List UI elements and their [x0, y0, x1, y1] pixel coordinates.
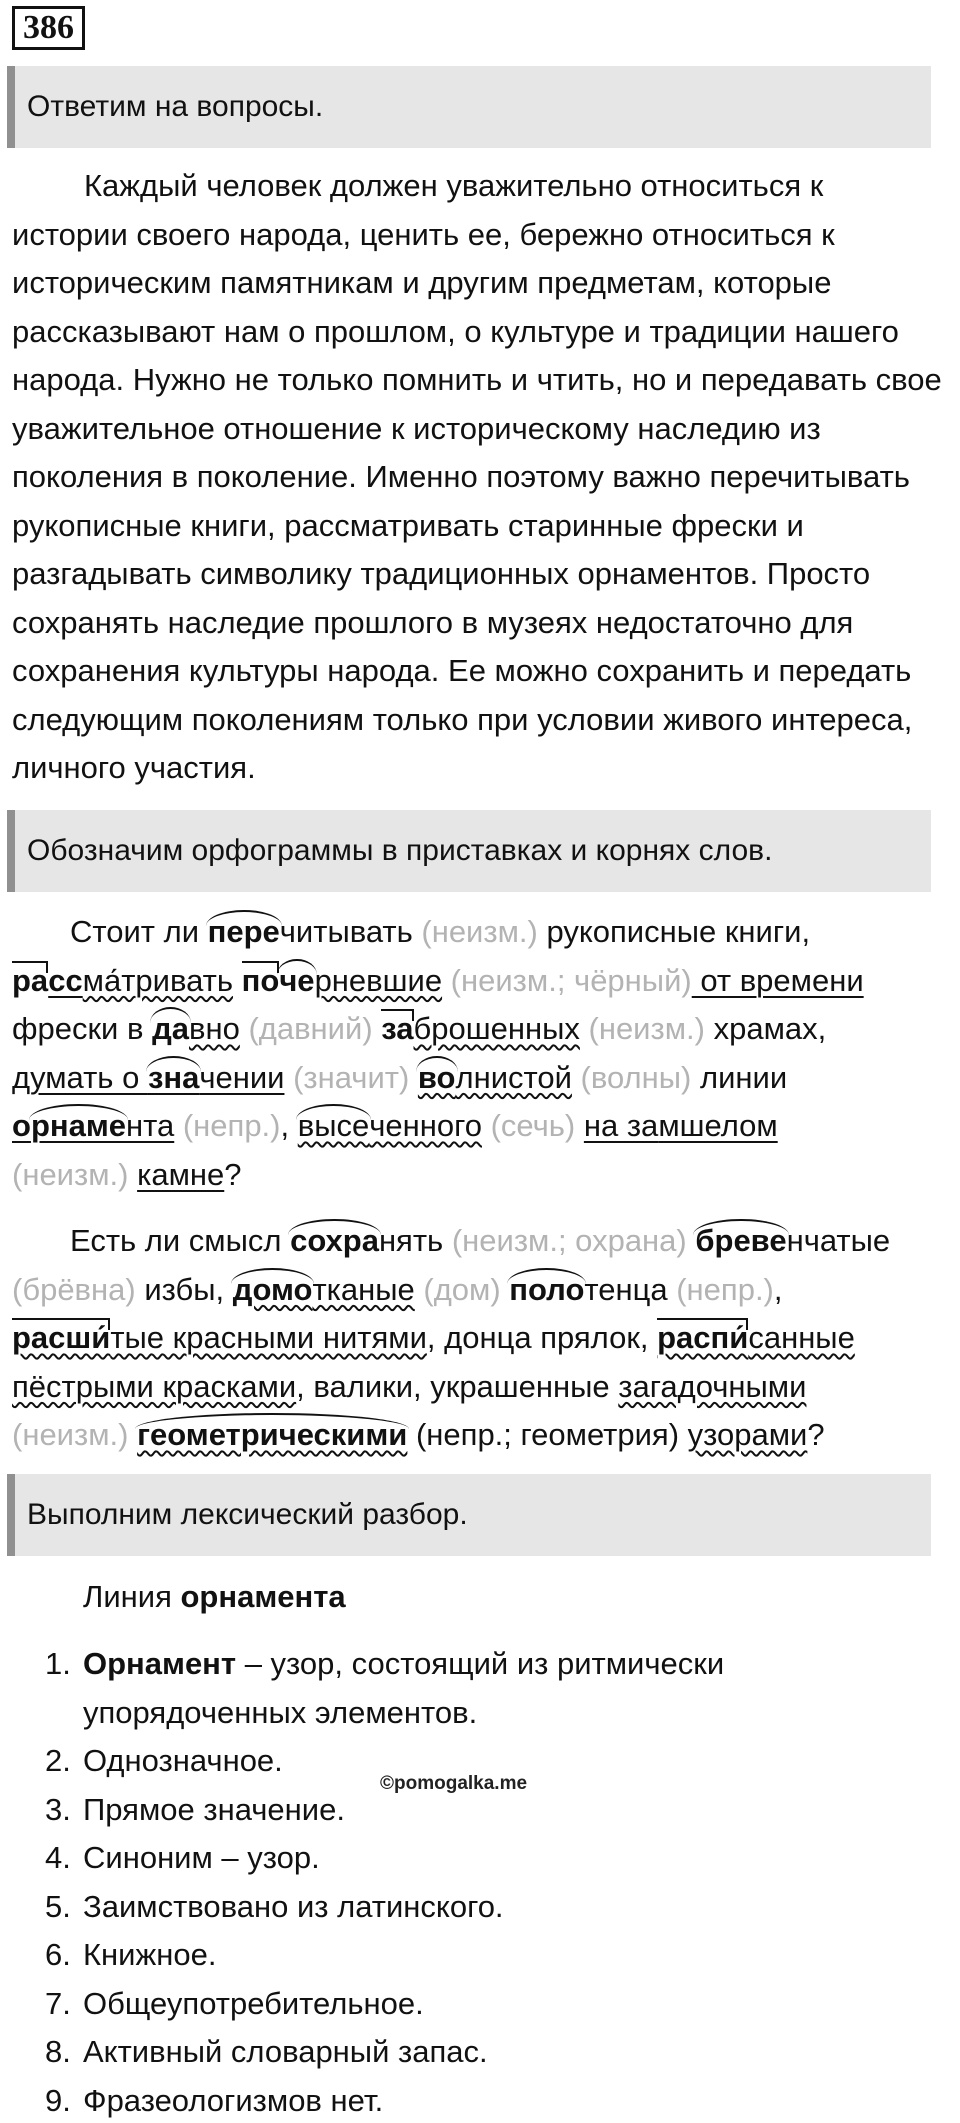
item-number: 8.	[45, 2034, 71, 2069]
orthogram-root: рнаме	[31, 1102, 126, 1151]
orthogram-root: зна	[148, 1054, 199, 1103]
item-number: 2.	[45, 1743, 71, 1778]
watermark: ©pomogalka.me	[380, 1773, 528, 1794]
note: (неизм.; охрана)	[443, 1223, 696, 1258]
word: тенца	[584, 1271, 668, 1307]
word: пёстрыми красками	[12, 1368, 297, 1404]
note: (значит)	[284, 1059, 418, 1095]
lexical-title	[83, 1573, 346, 1621]
example1-line6	[12, 1151, 947, 1200]
definition: – узор, состоящий из ритмически	[236, 1646, 725, 1681]
space	[233, 963, 242, 998]
item-number: 9.	[45, 2082, 71, 2118]
word: на за	[583, 1108, 659, 1143]
word: ма́тривать	[82, 962, 234, 998]
note: (неизм.; чёрный)	[442, 962, 692, 998]
item-text	[83, 1640, 724, 1737]
note: (неизм.)	[12, 1417, 129, 1452]
space	[128, 1417, 137, 1452]
note: (неизм.)	[579, 1011, 705, 1046]
example1-line3	[12, 1005, 947, 1054]
example2-line1	[12, 1217, 947, 1266]
orthogram-root: поло	[509, 1266, 584, 1315]
item-number: 6.	[45, 1937, 71, 1972]
exercise-number: 386	[12, 6, 85, 50]
note: (неизм.)	[12, 1156, 129, 1192]
orthogram-root: домо	[233, 1266, 313, 1315]
title-prefix: Линия	[83, 1579, 181, 1614]
word: нчатые	[786, 1223, 891, 1258]
word: лнистой	[455, 1059, 572, 1095]
orthogram-prefix: по	[242, 957, 280, 1006]
list-item	[45, 1931, 925, 1980]
item-text: Заимствовано из латинского.	[83, 1888, 504, 1924]
example1-line5	[12, 1102, 947, 1151]
orthogram-prefix: расши́	[12, 1314, 110, 1363]
note: (давний)	[239, 1011, 382, 1046]
item-text: Активный словарный запас.	[83, 2034, 488, 2069]
word: нта	[126, 1108, 175, 1143]
section-header-lexical: Выполним лексический разбор.	[7, 1474, 931, 1556]
word: тканые	[312, 1271, 415, 1307]
example2-line3	[12, 1314, 947, 1363]
text: (непр.; геометрия)	[407, 1417, 688, 1452]
title-word: орнамента	[180, 1579, 346, 1614]
text: ,	[773, 1271, 783, 1307]
section-header-answers: Ответим на вопросы.	[7, 66, 931, 148]
list-item	[45, 2077, 925, 2123]
item-number: 7.	[45, 1985, 71, 2021]
example2-line2	[12, 1266, 947, 1315]
word: узорами	[687, 1417, 808, 1452]
answer-paragraph	[12, 162, 947, 793]
word: загадочными	[618, 1368, 807, 1404]
word: санные	[748, 1320, 855, 1355]
note: (непр.)	[174, 1108, 281, 1143]
word: чении	[199, 1059, 285, 1095]
note: (волны)	[571, 1059, 692, 1095]
orthogram-letters: о	[12, 1108, 31, 1143]
item-number: 4.	[45, 1840, 71, 1875]
list-item	[45, 1883, 925, 1932]
example1-line2	[12, 957, 947, 1006]
text: храмах,	[704, 1011, 827, 1046]
text: Стоит ли	[70, 914, 208, 949]
text: читывать	[279, 914, 422, 949]
word: от времени	[691, 962, 864, 998]
text: линии	[691, 1059, 788, 1095]
orthogram-root: бреве	[695, 1217, 786, 1266]
note: (сечь)	[481, 1108, 584, 1143]
note: (брёвна)	[12, 1271, 136, 1307]
orthogram-root: геометрическими	[137, 1411, 407, 1460]
word: рневшие	[314, 962, 443, 998]
item-text: Прямое значение.	[83, 1791, 345, 1827]
text: , донца прялок,	[426, 1320, 658, 1355]
word: мшелом	[658, 1108, 778, 1143]
example-sentence-1	[12, 908, 947, 1199]
lexical-list	[45, 1640, 925, 2123]
example1-line1	[12, 908, 947, 957]
example1-line4	[12, 1054, 947, 1103]
list-item	[45, 1640, 925, 1737]
orthogram-letters: сс	[48, 962, 83, 998]
text: думать о	[12, 1059, 148, 1095]
text: фрески в	[12, 1011, 153, 1046]
item-text: Однозначное.	[83, 1743, 283, 1778]
note: (непр.)	[667, 1271, 774, 1307]
orthogram-root: во	[418, 1054, 456, 1103]
orthogram-prefix: ра	[12, 957, 48, 1006]
item-number: 5.	[45, 1888, 71, 1924]
word: вно	[188, 1011, 240, 1046]
text: ?	[807, 1417, 825, 1452]
item-number: 3.	[45, 1791, 71, 1827]
answer-text: Каждый человек должен уважительно относиться к истории своего народа, ценить ее, бережно относиться к историческим памятникам и другим предметам, которые рассказывают нам о прошлом, о культуре и традиции нашего народа. Нужно не только помнить и чтить, но и передавать свое уважительное отношение к историческому наследию из поколения в поколение. Именно поэтому важно перечитывать рукописные книги, рассматривать старинные фрески и разгадывать символику традиционных орнаментов. Просто сохранять наследие прошлого в музеях недостаточно для сохранения культуры народа. Ее можно сохранить и передать следующим поколениям только при условии живого интереса, личного участия.	[12, 168, 942, 785]
list-item	[45, 1980, 925, 2029]
item-text: Фразеологизмов нет.	[83, 2082, 384, 2118]
example2-line5	[12, 1411, 947, 1460]
word: брошенных	[413, 1011, 580, 1046]
space	[128, 1157, 137, 1192]
example-sentence-2	[12, 1217, 947, 1460]
text: , валики, украшенные	[296, 1368, 619, 1404]
word: нять	[378, 1223, 444, 1258]
example2-line4	[12, 1363, 947, 1412]
word: тые красными нитями	[110, 1320, 427, 1355]
orthogram-root: высе	[298, 1102, 370, 1151]
note: (неизм.)	[421, 914, 538, 949]
word: ченного	[369, 1108, 482, 1143]
term: Орнамент	[83, 1646, 237, 1681]
list-item	[45, 2028, 925, 2077]
text: избы,	[135, 1271, 233, 1307]
note: (дом)	[414, 1271, 510, 1307]
orthogram-prefix: за	[381, 1005, 413, 1054]
word: камне	[137, 1156, 225, 1192]
orthogram-prefix: распи́	[657, 1314, 748, 1363]
item-text: Синоним – узор.	[83, 1840, 320, 1875]
list-item	[45, 1834, 925, 1883]
orthogram-root: че	[279, 957, 314, 1006]
section-header-orthograms: Обозначим орфограммы в приставках и корнях слов.	[7, 810, 931, 892]
text: ,	[280, 1108, 298, 1143]
item-text: Книжное.	[83, 1937, 217, 1972]
text: Есть ли смысл	[70, 1223, 291, 1258]
orthogram-root: пере	[208, 908, 280, 957]
definition-cont: упорядоченных элементов.	[83, 1694, 478, 1730]
text: рукописные книги,	[537, 914, 811, 949]
orthogram-root: сохра	[290, 1217, 379, 1266]
item-text: Общеупотребительное.	[83, 1985, 424, 2021]
text: ?	[224, 1156, 242, 1192]
item-number: 1.	[45, 1646, 71, 1681]
orthogram-root: да	[152, 1005, 189, 1054]
